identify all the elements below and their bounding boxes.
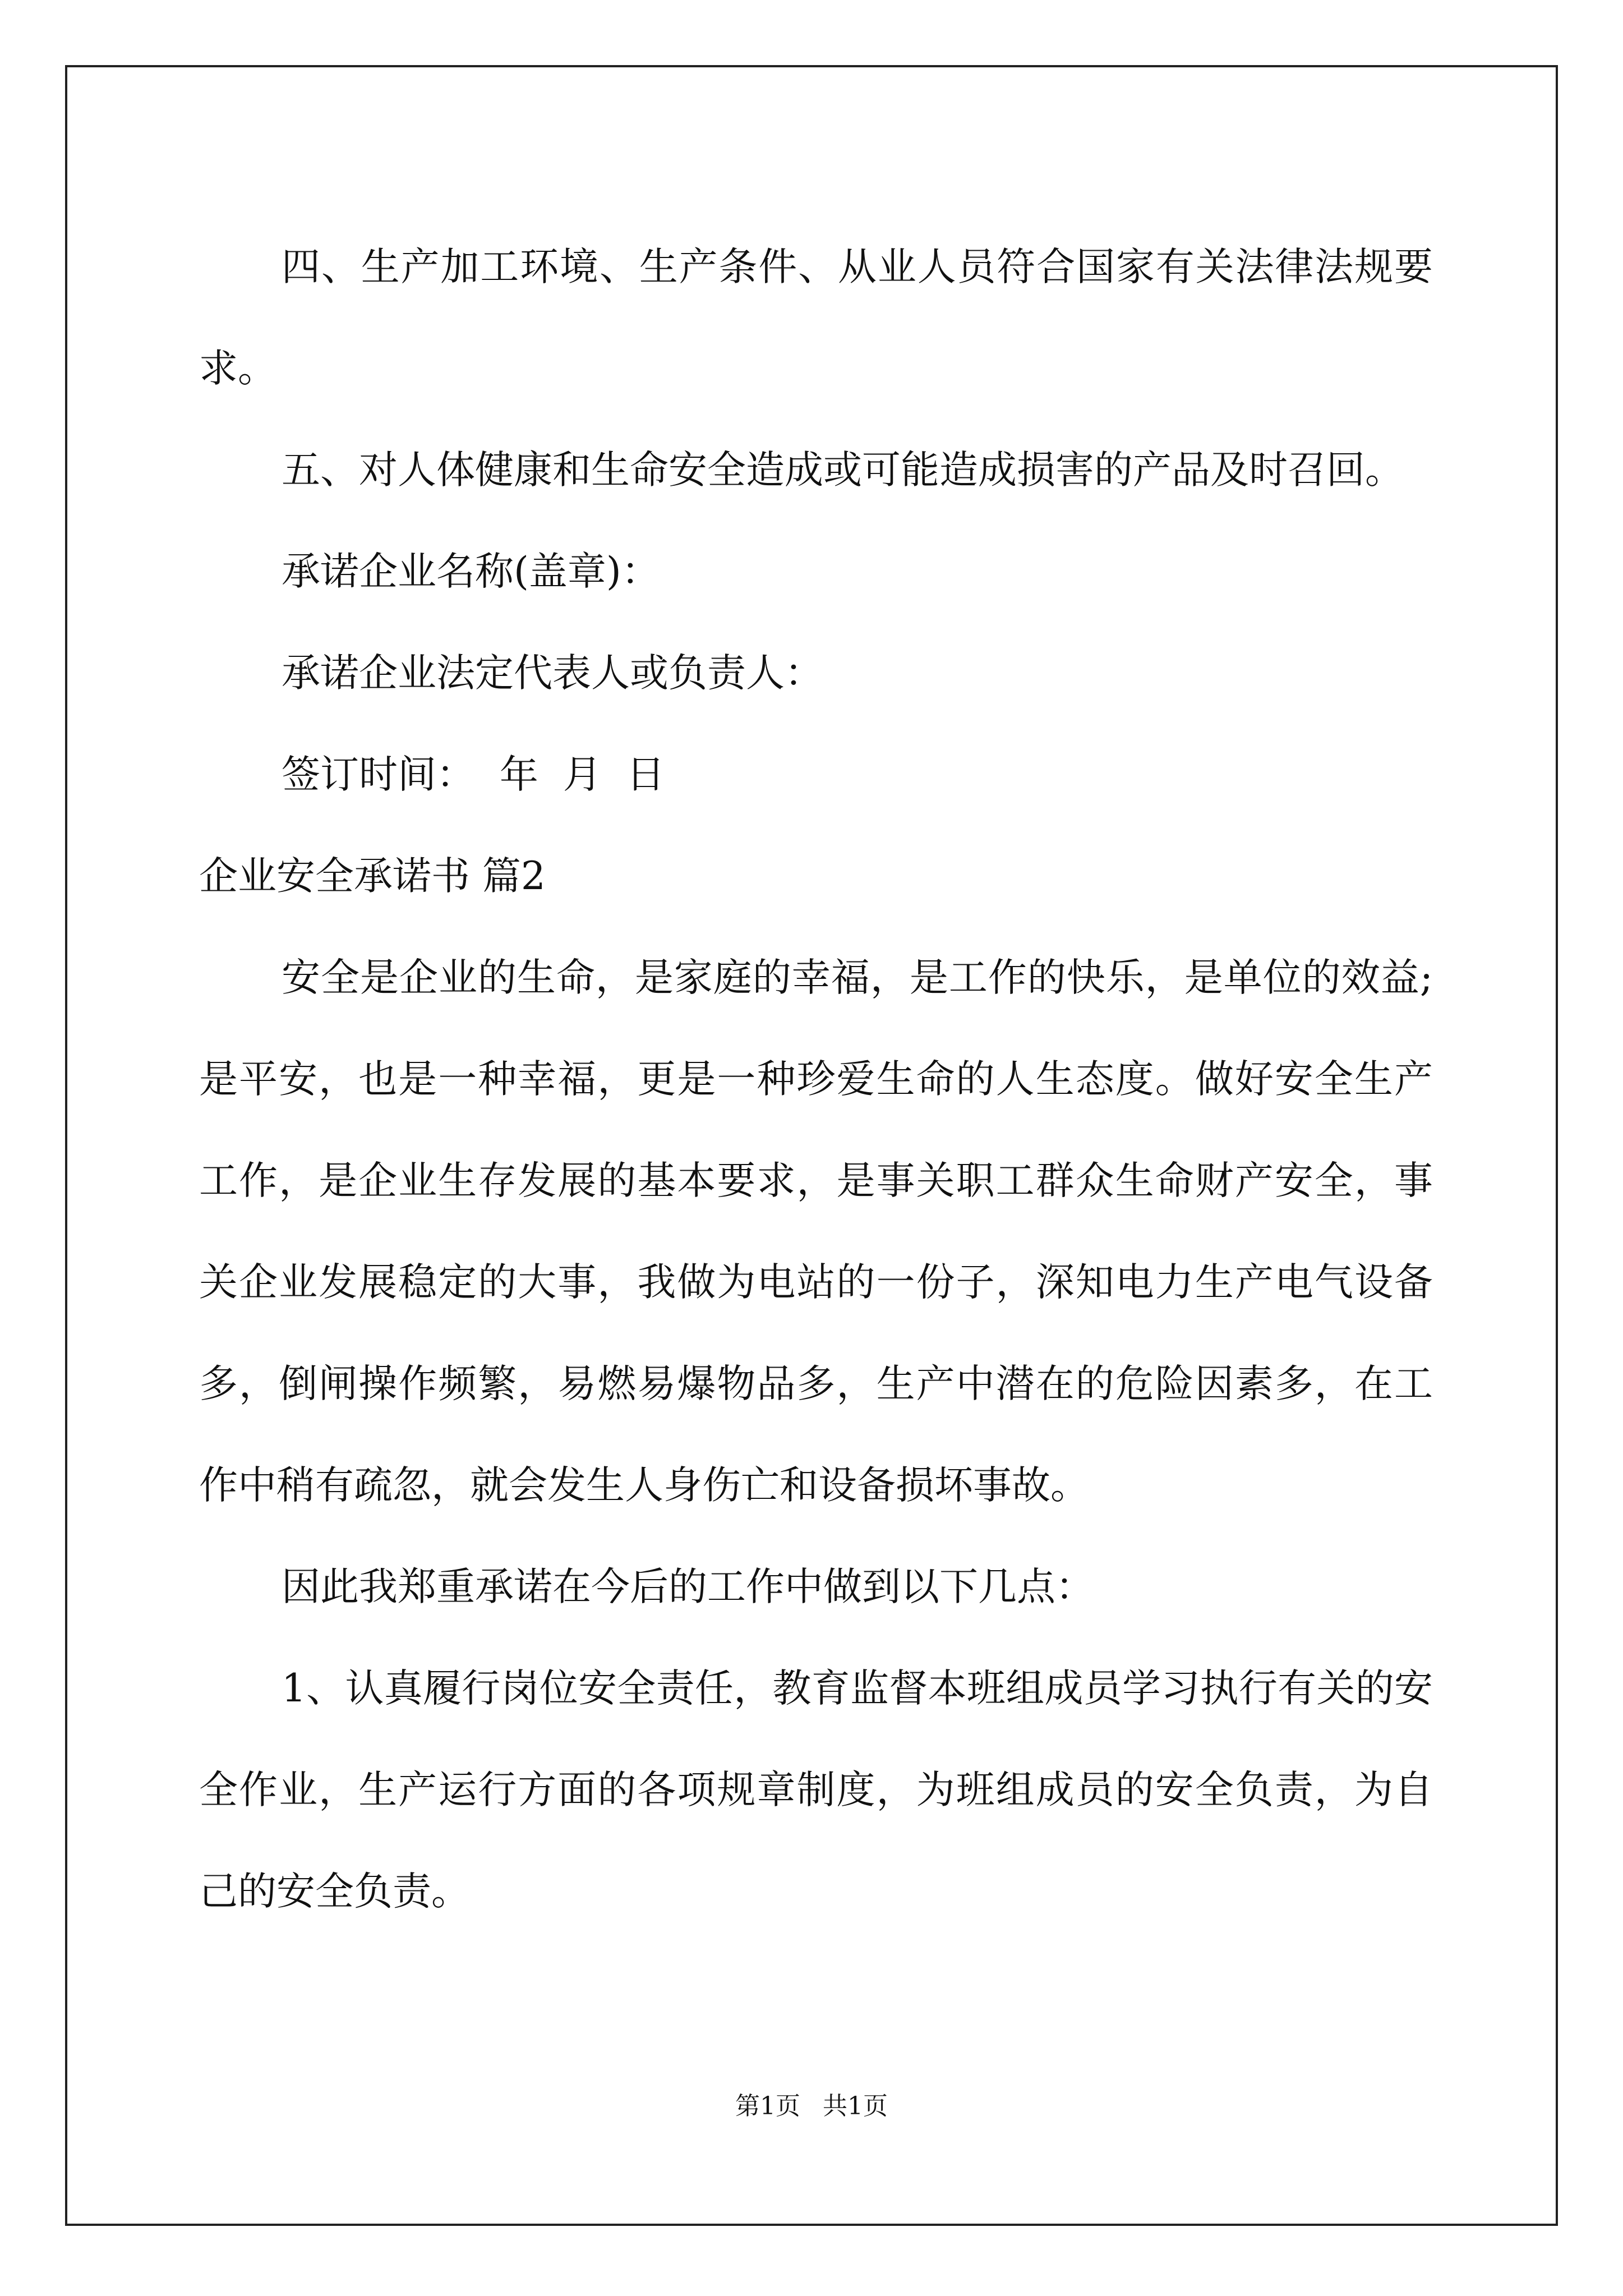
page-footer bbox=[0, 2086, 1623, 2122]
company-name-line: 承诺企业名称(盖章)： bbox=[282, 549, 660, 594]
legal-representative-line: 承诺企业法定代表人或负责人： bbox=[282, 651, 823, 696]
section-heading: 企业安全承诺书 篇2 bbox=[199, 854, 546, 899]
paragraph-item-five: 五、对人体健康和生命安全造成或可能造成损害的产品及时召回。 bbox=[282, 448, 1404, 493]
document-body bbox=[199, 217, 1433, 1943]
page-number: 第1页 bbox=[735, 2092, 800, 2120]
section-intro-paragraph: 安全是企业的生命，是家庭的幸福，是工作的快乐，是单位的效益;是平安，也是一种幸福，更是一种珍爱生命的人生态度。做好安全生产工作，是企业生存发展的基本要求，是事关职工群众生命财产安全，事关企业发展稳定的大事，我做为电站的一份子，深知电力生产电气设备多，倒闸操作频繁，易燃易爆物品多，生产中潜在的危险因素多，在工作中稍有疏忽，就会发生人身伤亡和设备损坏事故。 bbox=[199, 955, 1433, 1508]
paragraph-item-four: 四、生产加工环境、生产条件、从业人员符合国家有关法律法规要求。 bbox=[199, 245, 1433, 391]
commitment-lead-paragraph: 因此我郑重承诺在今后的工作中做到以下几点： bbox=[282, 1565, 1094, 1609]
page-total: 共1页 bbox=[823, 2092, 888, 2120]
signing-date-line: 签订时间： 年 月 日 bbox=[282, 752, 665, 797]
commitment-item-one: 1、认真履行岗位安全责任，教育监督本班组成员学习执行有关的安全作业，生产运行方面的各项规章制度，为班组成员的安全负责，为自己的安全负责。 bbox=[199, 1666, 1433, 1914]
